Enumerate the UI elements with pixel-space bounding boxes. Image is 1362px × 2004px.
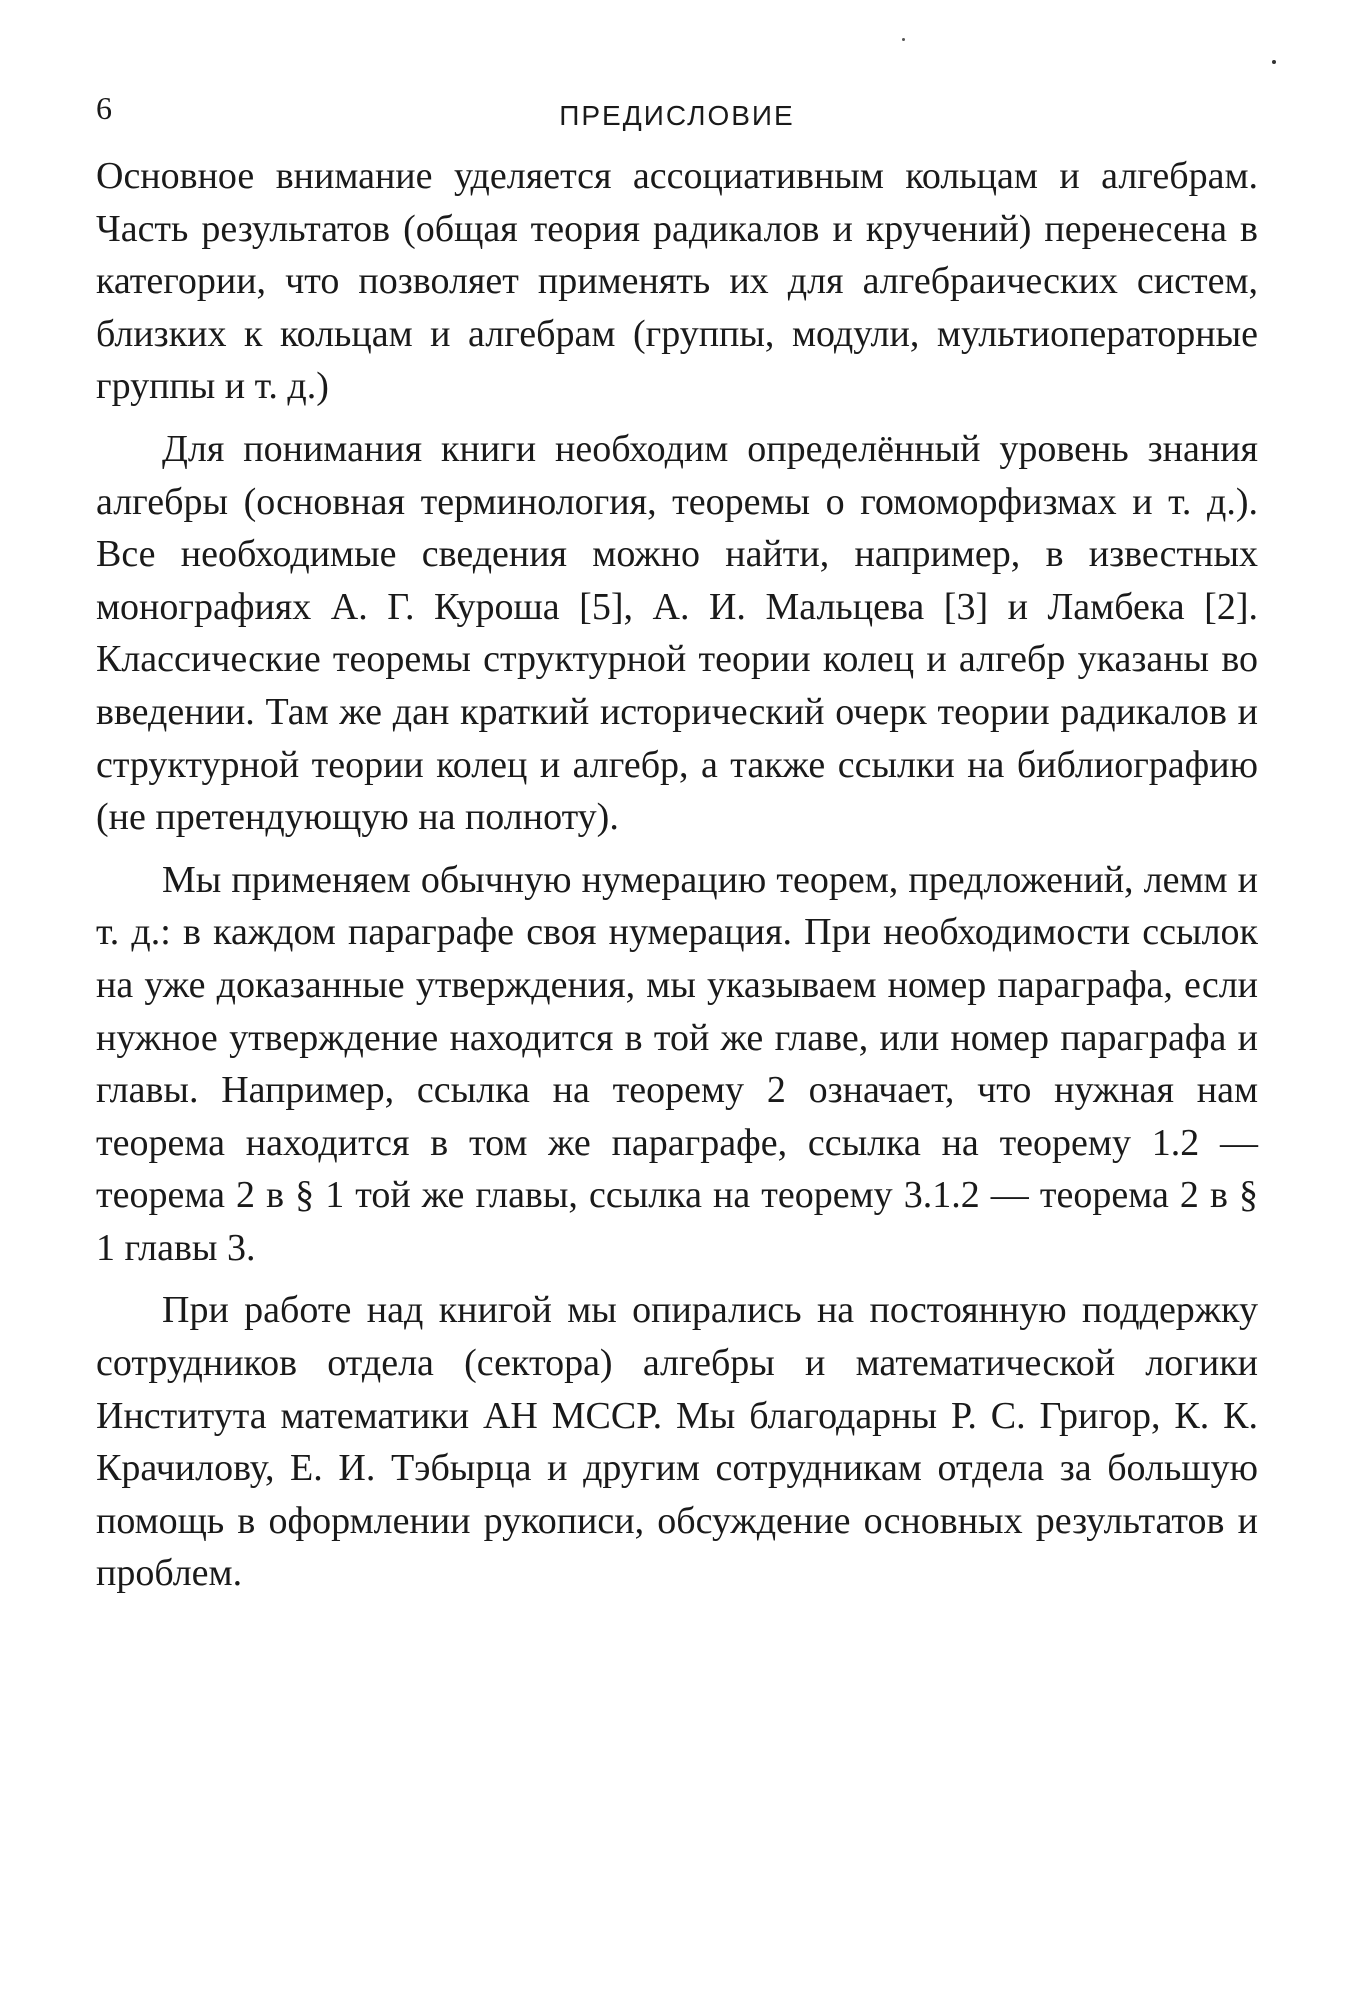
paragraph-prerequisites: Для понимания книги необходим определённый уровень знания алгебры (основная терминология, теоремы о гомоморфизмах и т. д.). Все необходимые сведения можно найти, например, в известных монографиях А. Г. Куроша [5], А. И. Мальцева [3] и Ламбека [2]. Классические теоремы структурной теории колец и алгебр указаны во введении. Там же дан краткий исторический очерк теории радикалов и структурной теории колец и алгебр, а также ссылки на библиографию (не претендующую на полноту). [96, 427, 1258, 839]
print-speck [902, 38, 905, 41]
page-number: 6 [96, 90, 112, 126]
paragraph-numbering: Мы применяем обычную нумерацию теорем, предложений, лемм и т. д.: в каждом параграфе своя нумерация. При необходимости ссылок на уже доказанные утверждения, мы указываем номер параграфа, если нужное утверждение находится в той же главе, или номер параграфа и главы. Например, ссылка на теорему 2 означает, что нужная нам теорема находится в том же параграфе, ссылка на теорему 1.2 — теорема 2 в § 1 той же главы, ссылка на теорему 3.1.2 — теорема 2 в § 1 главы 3. [96, 858, 1258, 1269]
body-text [96, 150, 1258, 1600]
running-head [96, 90, 1258, 150]
running-title: ПРЕДИСЛОВИЕ [559, 100, 795, 131]
print-speck [1272, 60, 1276, 64]
paragraph-acknowledgements: При работе над книгой мы опирались на постоянную поддержку сотрудников отдела (сектора) алгебры и математической логики Института математики АН МССР. Мы благодарны Р. С. Григор, К. К. Крачилову, Е. И. Тэбырца и другим сотрудникам отдела за большую помощь в оформлении рукописи, обсуждение основных результатов и проблем. [96, 1289, 1258, 1595]
paragraph-intro-continuation: Основное внимание уделяется ассоциативным кольцам и алгебрам. Часть результатов (общая теория радикалов и кручений) перенесена в категории, что позволяет применять их для алгебраических систем, близких к кольцам и алгебрам (группы, модули, мультиоператорные группы и т. д.) [96, 155, 1258, 408]
book-page [96, 90, 1258, 1610]
